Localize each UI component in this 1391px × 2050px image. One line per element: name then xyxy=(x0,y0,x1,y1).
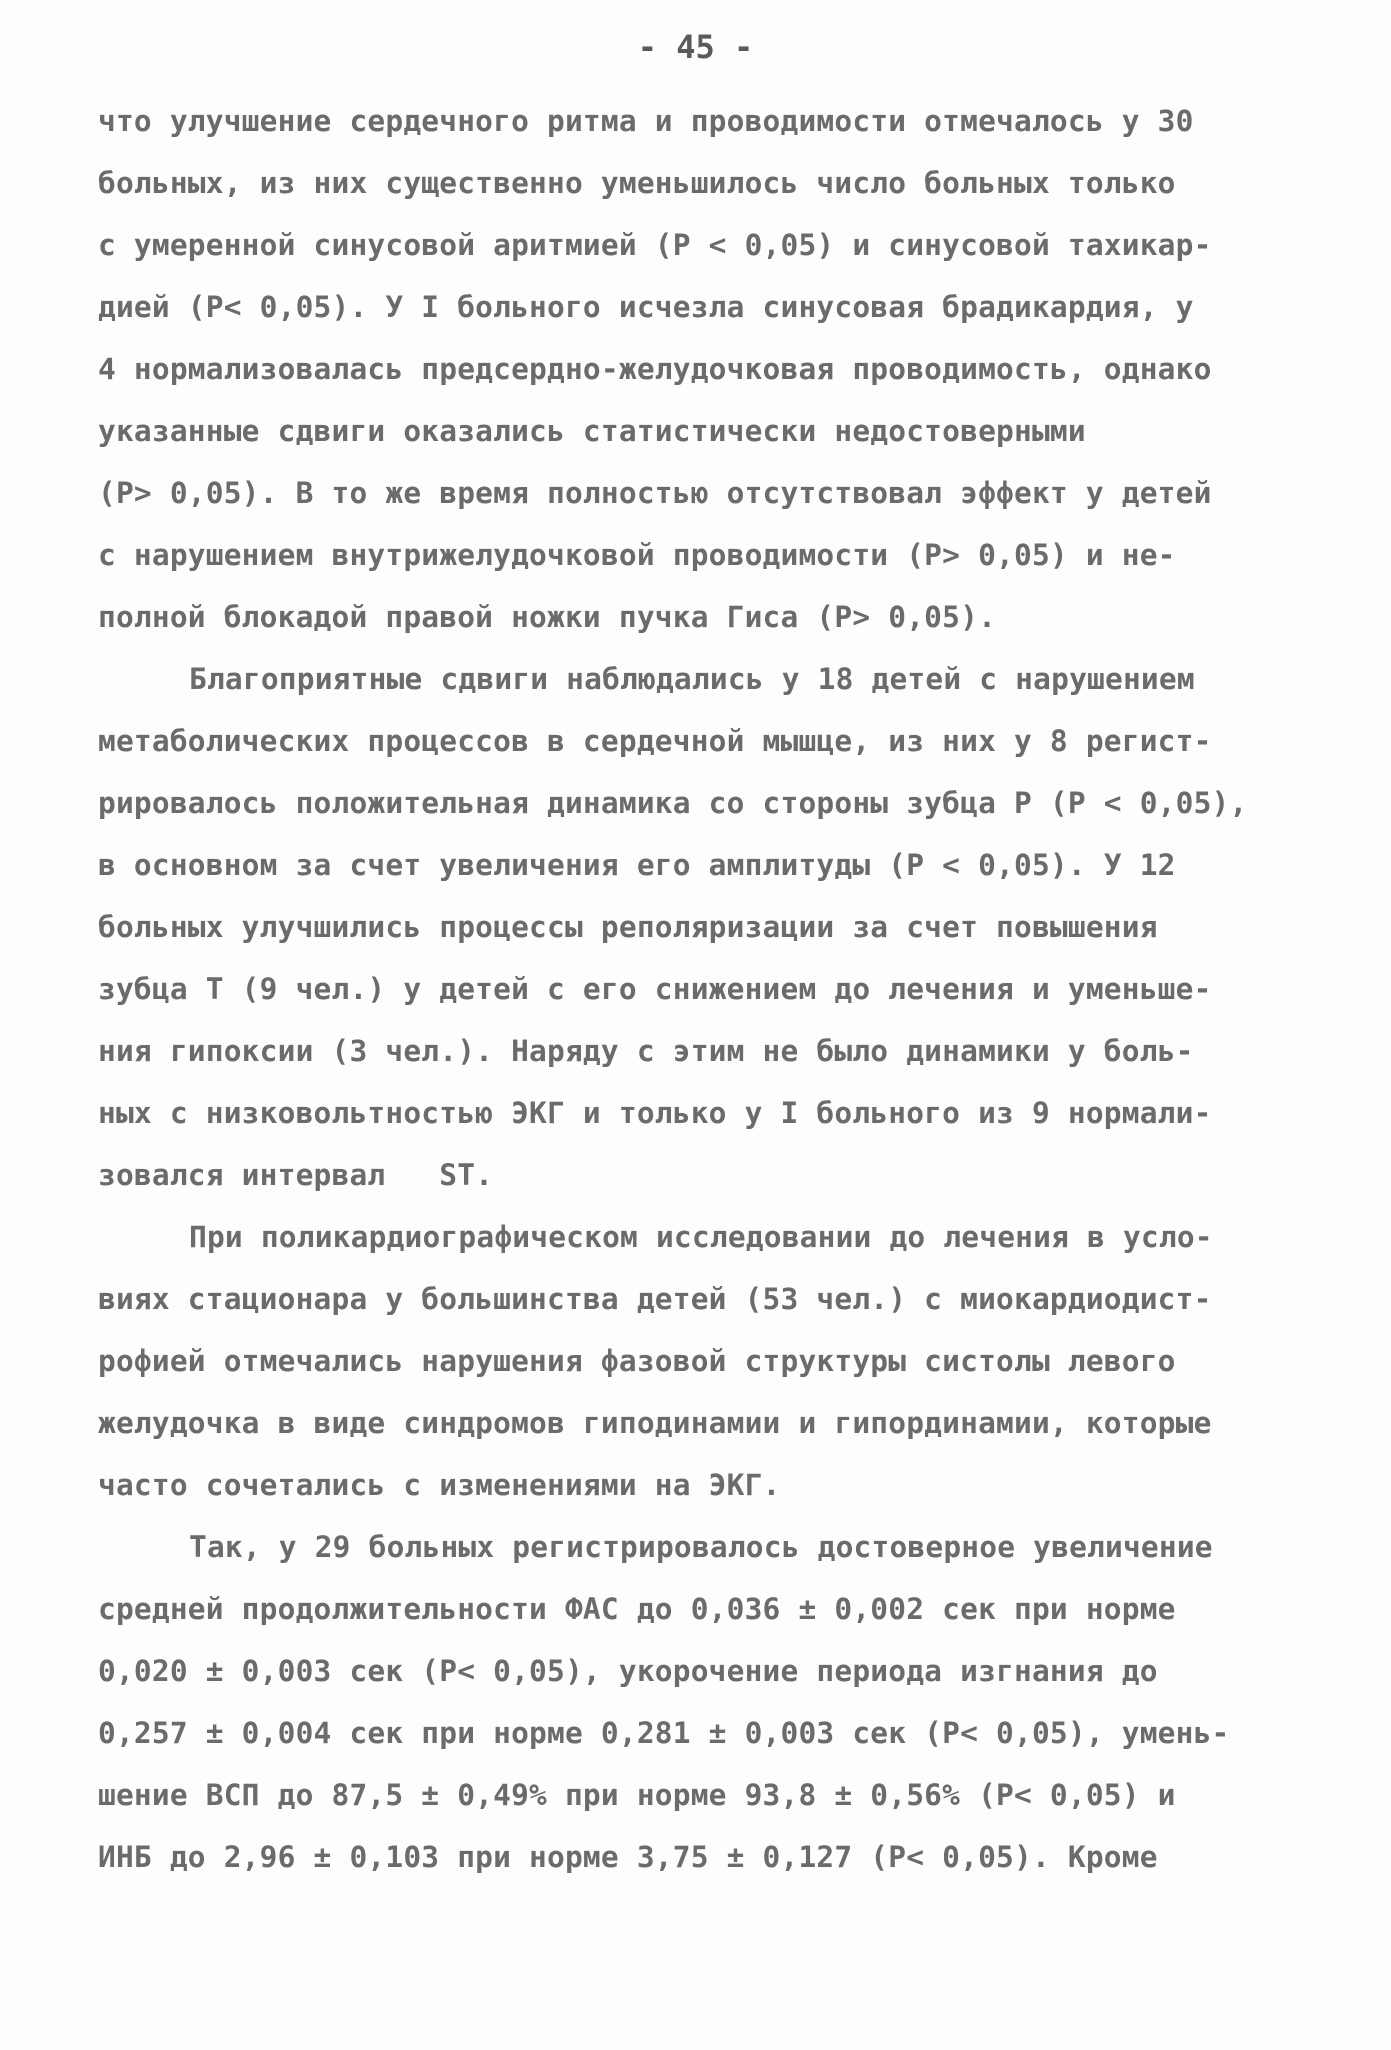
text-line: дией (Р< 0,05). У I больного исчезла синусовая брадикардия, у xyxy=(98,290,1194,324)
text-line: 0,257 ± 0,004 сек при норме 0,281 ± 0,003 сек (Р< 0,05), умень- xyxy=(98,1716,1230,1750)
paragraph-2 xyxy=(98,648,1328,1206)
text-line: Благоприятные сдвиги наблюдались у 18 детей с нарушением xyxy=(189,662,1195,696)
text-line: с умеренной синусовой аритмией (Р < 0,05) и синусовой тахикар- xyxy=(98,228,1212,262)
text-line: шение ВСП до 87,5 ± 0,49% при норме 93,8 ± 0,56% (Р< 0,05) и xyxy=(98,1778,1176,1812)
text-line: 4 нормализовалась предсердно-желудочковая проводимость, однако xyxy=(98,352,1212,386)
paragraph-4 xyxy=(98,1516,1328,1888)
text-line: ния гипоксии (3 чел.). Наряду с этим не было динамики у боль- xyxy=(98,1034,1194,1068)
text-line: больных улучшились процессы реполяризации за счет повышения xyxy=(98,910,1158,944)
text-line: метаболических процессов в сердечной мышце, из них у 8 регист- xyxy=(98,724,1212,758)
text-line: что улучшение сердечного ритма и проводимости отмечалось у 30 xyxy=(98,104,1194,138)
text-line: с нарушением внутрижелудочковой проводимости (Р> 0,05) и не- xyxy=(98,538,1176,572)
text-line: зубца Т (9 чел.) у детей с его снижением до лечения и уменьше- xyxy=(98,972,1212,1006)
text-line: часто сочетались с изменениями на ЭКГ. xyxy=(98,1468,781,1502)
paragraph-3 xyxy=(98,1206,1328,1516)
text-line: виях стационара у большинства детей (53 чел.) с миокардиодист- xyxy=(98,1282,1212,1316)
page-number: - 45 - xyxy=(637,28,754,66)
text-line: зовался интервал ST. xyxy=(98,1158,494,1192)
text-line: в основном за счет увеличения его амплитуды (Р < 0,05). У 12 xyxy=(98,848,1176,882)
text-line: ИНБ до 2,96 ± 0,103 при норме 3,75 ± 0,127 (Р< 0,05). Кроме xyxy=(98,1840,1158,1874)
text-line: При поликардиографическом исследовании до лечения в усло- xyxy=(189,1220,1213,1254)
text-line: больных, из них существенно уменьшилось число больных только xyxy=(98,166,1176,200)
text-line: полной блокадой правой ножки пучка Гиса (Р> 0,05). xyxy=(98,600,997,634)
text-line: рофией отмечались нарушения фазовой структуры систолы левого xyxy=(98,1344,1176,1378)
text-line: ных с низковольтностью ЭКГ и только у I больного из 9 нормали- xyxy=(98,1096,1212,1130)
paragraph-1 xyxy=(98,90,1328,648)
text-line: средней продолжительности ФАС до 0,036 ± 0,002 сек при норме xyxy=(98,1592,1176,1626)
text-line: Так, у 29 больных регистрировалось достоверное увеличение xyxy=(189,1530,1213,1564)
body-text xyxy=(98,90,1328,1888)
text-line: рировалось положительная динамика со стороны зубца Р (Р < 0,05), xyxy=(98,786,1248,820)
text-line: желудочка в виде синдромов гиподинамии и гипординамии, которые xyxy=(98,1406,1212,1440)
text-line: указанные сдвиги оказались статистически недостоверными xyxy=(98,414,1086,448)
text-line: (Р> 0,05). В то же время полностью отсутствовал эффект у детей xyxy=(98,476,1212,510)
text-line: 0,020 ± 0,003 сек (Р< 0,05), укорочение периода изгнания до xyxy=(98,1654,1158,1688)
